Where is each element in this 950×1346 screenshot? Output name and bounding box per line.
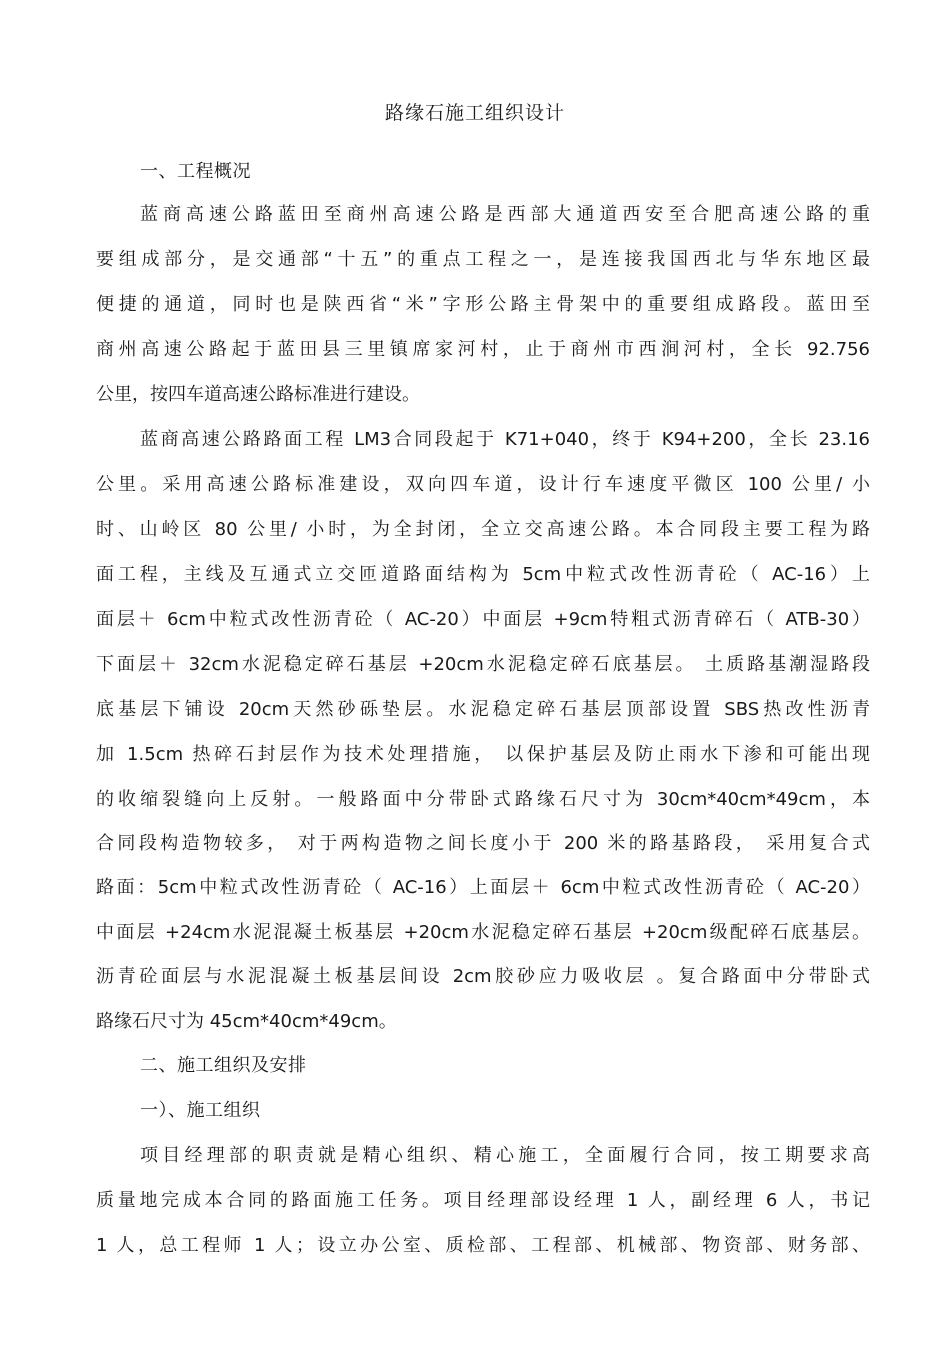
paragraph-line: 质量地完成本合同的路面施工任务。项目经理部设经理 1 人，副经理 6 人，书记	[96, 1190, 870, 1211]
paragraph-line: 公里。采用高速公路标准建设，双向四车道，设计行车速度平微区 100 公里/ 小	[96, 474, 870, 495]
paragraph-line: 的收缩裂缝向上反射。一般路面中分带卧式路缘石尺寸为 30cm*40cm*49cm，本	[96, 789, 870, 810]
paragraph-line: 要组成部分，是交通部“十五”的重点工程之一，是连接我国西北与华东地区最	[96, 249, 870, 270]
paragraph-line: 蓝商高速公路路面工程 LM3合同段起于 K71+040，终于 K94+200，全长 23.16	[140, 429, 870, 450]
section-heading-organization: 二、施工组织及安排	[140, 1055, 307, 1076]
subsection-heading-construction-org: 一）、施工组织	[140, 1100, 261, 1121]
paragraph-line: 面层＋ 6cm中粒式改性沥青砼（ AC-20）中面层 +9cm特粗式沥青碎石（ ATB-30）	[96, 609, 870, 630]
paragraph-line: 蓝商高速公路蓝田至商州高速公路是西部大通道西安至合肥高速公路的重	[140, 204, 870, 225]
paragraph-line: 路面：5cm中粒式改性沥青砼（ AC-16）上面层＋ 6cm中粒式改性沥青砼（ AC-20）	[96, 877, 870, 898]
paragraph-line: 下面层＋ 32cm水泥稳定碎石基层 +20cm水泥稳定碎石底基层。 土质路基潮湿路段	[96, 654, 870, 675]
paragraph-line: 1 人，总工程师 1 人；设立办公室、质检部、工程部、机械部、物资部、财务部、	[96, 1235, 870, 1256]
paragraph-line: 底基层下铺设 20cm天然砂砾垫层。水泥稳定碎石基层顶部设置 SBS热改性沥青	[96, 699, 870, 720]
paragraph-line: 面工程，主线及互通式立交匝道路面结构为 5cm中粒式改性沥青砼（ AC-16）上	[96, 564, 870, 585]
paragraph-line: 加 1.5cm 热碎石封层作为技术处理措施， 以保护基层及防止雨水下渗和可能出现	[96, 744, 870, 765]
document-title: 路缘石施工组织设计	[384, 102, 565, 124]
paragraph-line: 项目经理部的职责就是精心组织、精心施工，全面履行合同，按工期要求高	[140, 1145, 870, 1166]
section-heading-overview: 一、工程概况	[140, 161, 251, 182]
paragraph-line: 沥青砼面层与水泥混凝土板基层间设 2cm胶砂应力吸收层 。复合路面中分带卧式	[96, 966, 870, 987]
paragraph-line: 中面层 +24cm水泥混凝土板基层 +20cm水泥稳定碎石基层 +20cm级配碎石底基层。	[96, 922, 870, 943]
paragraph-line: 商州高速公路起于蓝田县三里镇席家河村，止于商州市西涧河村，全长 92.756	[96, 339, 870, 360]
paragraph-line: 时、山岭区 80 公里/ 小时，为全封闭，全立交高速公路。本合同段主要工程为路	[96, 519, 870, 540]
paragraph-line: 公里，按四车道高速公路标准进行建设。	[96, 384, 420, 405]
paragraph-line: 便捷的通道，同时也是陕西省“米”字形公路主骨架中的重要组成路段。蓝田至	[96, 294, 870, 315]
paragraph-line: 路缘石尺寸为 45cm*40cm*49cm。	[96, 1011, 397, 1032]
paragraph-line: 合同段构造物较多， 对于两构造物之间长度小于 200 米的路基路段， 采用复合式	[96, 833, 870, 854]
